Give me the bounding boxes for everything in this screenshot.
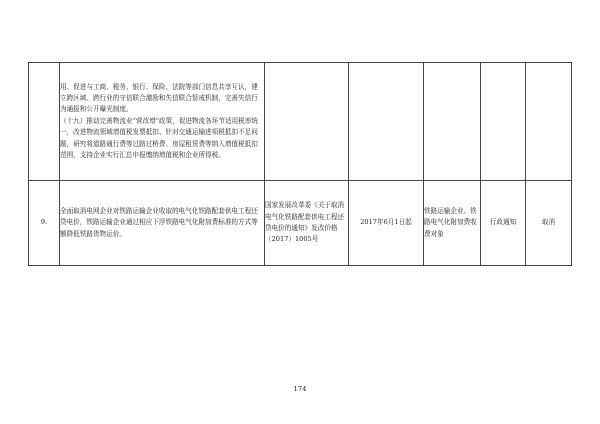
date-cell [349, 63, 424, 181]
document-cell [265, 63, 349, 181]
date-cell: 2017年6月1日起 [349, 181, 424, 266]
action-cell: 取消 [526, 181, 572, 266]
document-cell: 国家发展改革委《关于取消电气化铁路配套供电工程还贷电价的通知》发改价格（2017）1005号 [265, 181, 349, 266]
category-cell [481, 63, 526, 181]
content-cell [60, 63, 265, 181]
category-cell: 行政通知 [481, 181, 526, 266]
content-cell: 全面取消电网企业对铁路运输企业收取的电气化铁路配套供电工程还贷电价，铁路运输企业通过相应下浮铁路电气化附加费标准的方式等额降低铁路货物运价。 [60, 181, 265, 266]
policy-table [28, 62, 572, 266]
paragraph: （十九）推动完善物流业“营改增”政策，促进物流各环节适用税率统一，改进物流领域增值税发票抵扣、针对交通运输进项税抵扣不足问题，研究将道路通行费等过路过桥费、房屋租赁费等纳入增值税抵扣范围，支持企业实行汇总申报缴纳增值税和企业所得税。 [60, 116, 258, 160]
action-cell [526, 63, 572, 181]
target-cell: 铁路运输企业、铁路电气化附加费收费对象 [424, 181, 481, 266]
target-cell [424, 63, 481, 181]
table-row [29, 181, 572, 266]
table-row [29, 63, 572, 181]
row-number-cell [29, 63, 60, 181]
row-number-cell: 9. [29, 181, 60, 266]
paragraph: 用、促进与工商、税务、银行、保险、法院等部门信息共享互认，建立跨区域、跨行业的守信联合激励和失信联合惩戒机制，完善失信行为通报和公开曝光制度。 [60, 82, 258, 114]
page-number: 174 [293, 385, 307, 393]
